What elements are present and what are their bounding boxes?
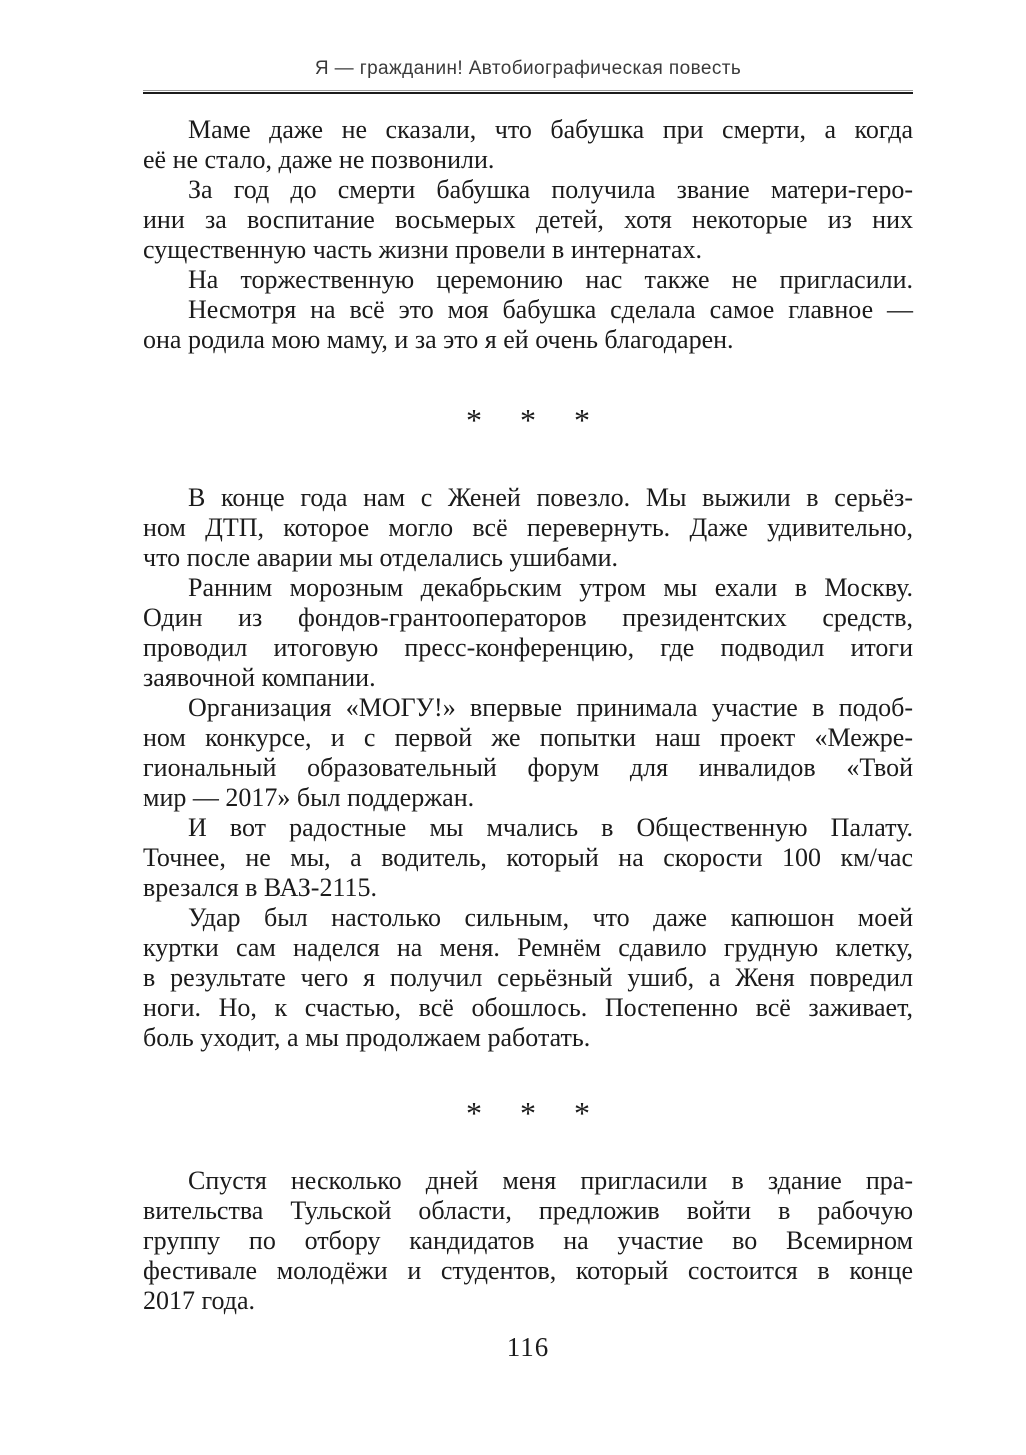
paragraph	[143, 573, 913, 693]
paragraph	[143, 693, 913, 813]
text-line: Точнее, не мы, а водитель, который на скорости 100 км/час	[143, 843, 913, 872]
paragraph	[143, 1166, 913, 1316]
text-line: Спустя несколько дней меня пригласили в здание пра-	[188, 1166, 913, 1195]
text-line: врезался в ВАЗ-2115.	[143, 873, 377, 902]
text-line: Один из фондов-грантооператоров президентских средств,	[143, 603, 913, 632]
text-line: Организация «МОГУ!» впервые принимала участие в подоб-	[188, 693, 913, 722]
page-number: 116	[506, 1332, 550, 1362]
running-header	[143, 0, 913, 94]
paragraph	[143, 265, 913, 295]
section-separator: * * *	[466, 1095, 590, 1131]
text-line: И вот радостные мы мчались в Общественную Палату.	[188, 813, 913, 842]
page-body	[143, 115, 913, 1316]
text-line: ном конкурсе, и с первой же попытки наш проект «Межре-	[143, 723, 913, 752]
text-line: мир — 2017» был поддержан.	[143, 783, 475, 812]
text-line: ини за воспитание восьмерых детей, хотя некоторые из них	[143, 205, 913, 234]
text-line: В конце года нам с Женей повезло. Мы выжили в серьёз-	[188, 483, 913, 512]
text-line: существенную часть жизни провели в интернатах.	[143, 235, 703, 264]
section-separator: * * *	[466, 402, 590, 438]
paragraph	[143, 813, 913, 903]
text-line: проводил итоговую пресс-конференцию, где подводил итоги	[143, 633, 913, 662]
text-line: группу по отбору кандидатов на участие во Всемирном	[143, 1226, 913, 1255]
text-line: 2017 года.	[143, 1286, 256, 1315]
text-line: Ранним морозным декабрьским утром мы ехали в Москву.	[188, 573, 913, 602]
text-line: вительства Тульской области, предложив войти в рабочую	[143, 1196, 913, 1225]
text-line: Несмотря на всё это моя бабушка сделала самое главное —	[188, 295, 913, 324]
text-line: в результате чего я получил серьёзный ушиб, а Женя повредил	[143, 963, 913, 992]
text-line: На торжественную церемонию нас также не пригласили.	[188, 265, 913, 294]
paragraph	[143, 115, 913, 175]
running-header-title: Я — гражданин! Автобиографическая повесть	[314, 58, 742, 79]
text-line: гиональный образовательный форум для инвалидов «Твой	[143, 753, 913, 782]
paragraph	[143, 175, 913, 265]
paragraph	[143, 903, 913, 1053]
paragraph	[143, 483, 913, 573]
text-line: она родила мою маму, и за это я ей очень благодарен.	[143, 325, 734, 354]
text-line: боль уходит, а мы продолжаем работать.	[143, 1023, 591, 1052]
text-line: ноги. Но, к счастью, всё обошлось. Постепенно всё заживает,	[143, 993, 913, 1022]
text-line: ном ДТП, которое могло всё перевернуть. Даже удивительно,	[143, 513, 913, 542]
text-line: её не стало, даже не позвонили.	[143, 145, 495, 174]
text-line: фестивале молодёжи и студентов, который состоится в конце	[143, 1256, 913, 1285]
text-line: что после аварии мы отделались ушибами.	[143, 543, 619, 572]
text-line: За год до смерти бабушка получила звание матери-геро-	[188, 175, 913, 204]
text-line: куртки сам наделся на меня. Ремнём сдавило грудную клетку,	[143, 933, 913, 962]
text-line: заявочной компании.	[143, 663, 376, 692]
text-line: Удар был настолько сильным, что даже капюшон моей	[188, 903, 913, 932]
text-line: Маме даже не сказали, что бабушка при смерти, а когда	[188, 115, 913, 144]
header-rule	[143, 90, 913, 94]
paragraph	[143, 295, 913, 355]
